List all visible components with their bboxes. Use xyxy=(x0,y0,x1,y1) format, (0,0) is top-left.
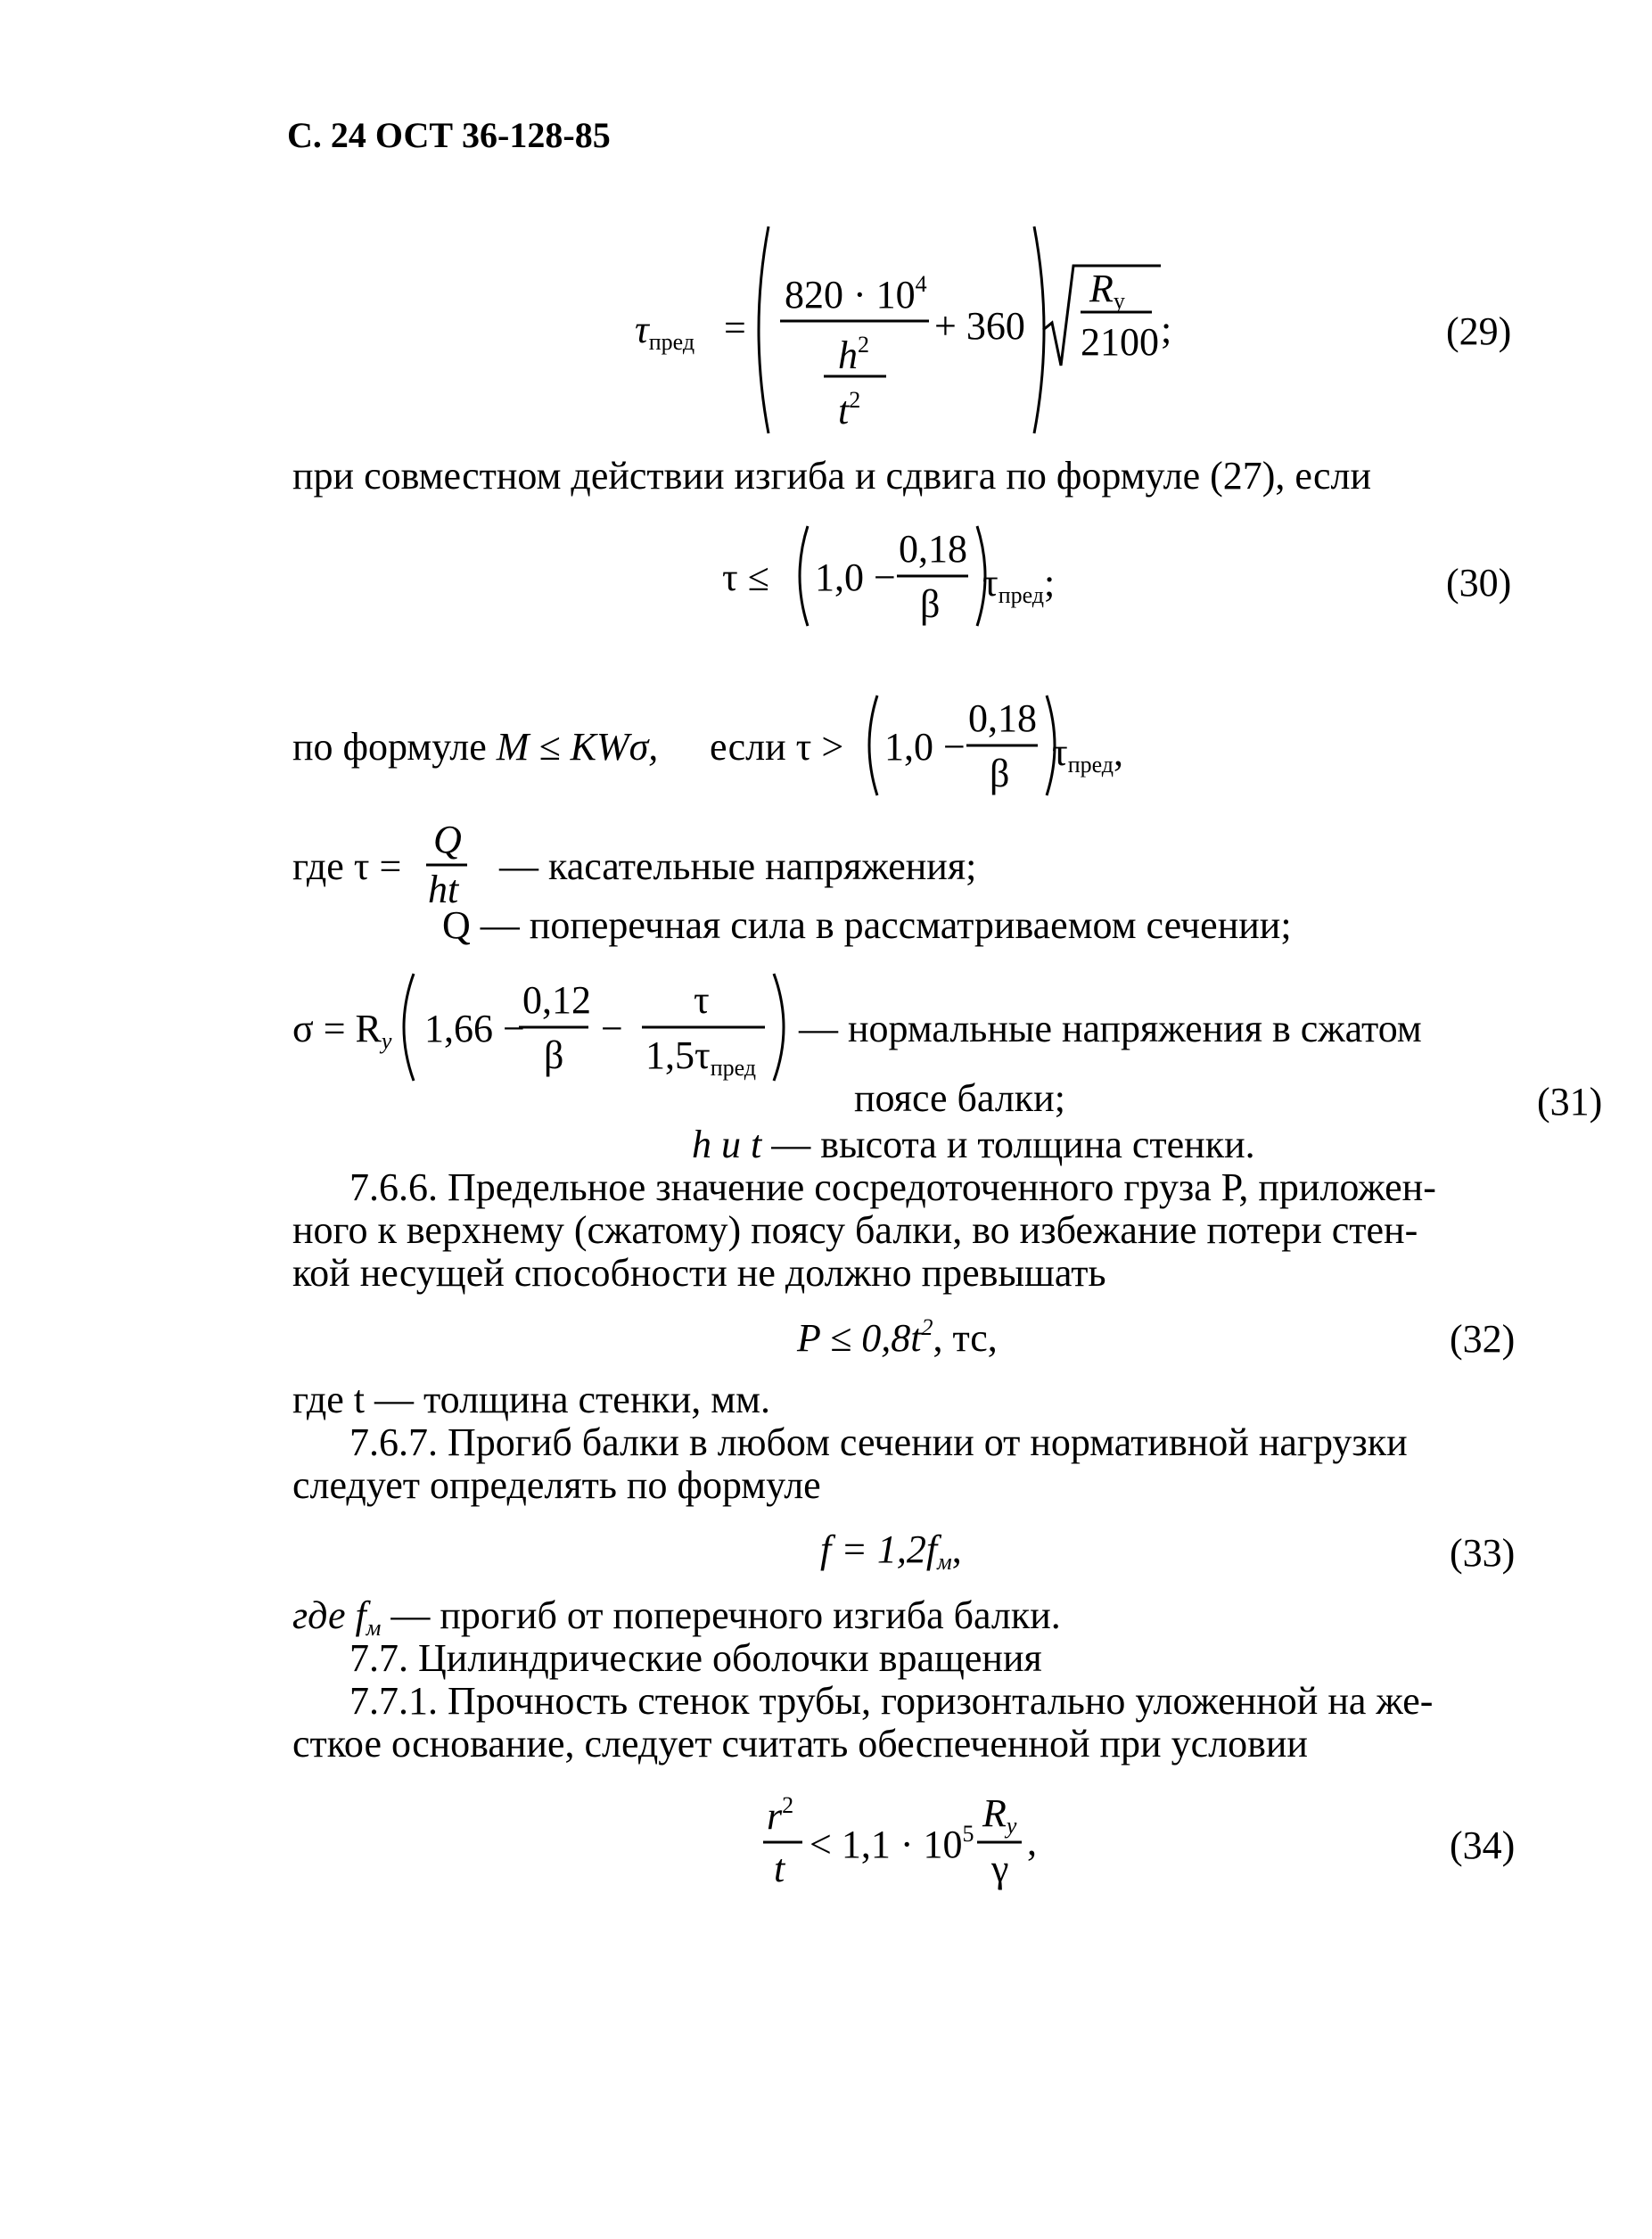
semicolon: ; xyxy=(1161,308,1172,351)
tau-description: — касательные напряжения; xyxy=(499,844,977,888)
para-767-line-1: 7.6.7. Прогиб балки в любом сечении от нормативной нагрузки xyxy=(349,1420,1408,1464)
left-paren xyxy=(404,974,414,1081)
equation-number-29: (29) xyxy=(1446,309,1512,353)
one-five-tau-pred: $1,5\tau_{пред}$ xyxy=(645,1033,757,1081)
eq32-formula: $P \le 0,8t^2$, тс, xyxy=(797,1314,998,1360)
num-012: 0,12 xyxy=(522,978,591,1022)
ht-den: ht xyxy=(428,868,459,911)
equation-number-33: (33) xyxy=(1450,1531,1516,1575)
page-header: С. 24 ОСТ 36-128-85 xyxy=(287,115,611,155)
sigma-R-y: $\sigma = R_y$ xyxy=(292,1007,392,1054)
num-018: 0,18 xyxy=(899,527,967,571)
cond-if: если τ > xyxy=(710,725,844,769)
one-minus: 1,0 − xyxy=(815,556,896,599)
sigma-description-cont: поясе балки; xyxy=(854,1076,1065,1120)
tau-pred-lhs: $\tau_{пред}$ xyxy=(635,308,695,355)
beta: β xyxy=(920,582,941,626)
equation-number-34: (34) xyxy=(1450,1823,1516,1867)
where-Q: Q — поперечная сила в рассматриваемом сечении; xyxy=(442,903,1292,947)
numerator-820: $820 \cdot 10^4$ xyxy=(785,271,927,317)
Q-num: Q xyxy=(433,818,462,861)
where-tau xyxy=(292,820,1541,910)
eq33-formula: $f = 1,2f_м$, xyxy=(820,1527,962,1575)
tau-pred: $\tau_{пред}$; xyxy=(982,561,1056,608)
left-paren xyxy=(759,226,768,433)
para-771-line-2: сткое основание, следует считать обеспеченной при условии xyxy=(292,1722,1308,1766)
section-77-title: 7.7. Цилиндрические оболочки вращения xyxy=(349,1636,1042,1680)
r-squared: $r^2$ xyxy=(767,1792,794,1838)
left-paren xyxy=(800,526,808,626)
equation-34 xyxy=(763,1785,1583,1901)
tau-num: τ xyxy=(694,978,710,1022)
R-y: $R_y$ xyxy=(982,1791,1017,1839)
tau-pred: $\tau_{пред}$, xyxy=(1052,730,1124,778)
equals-sign: = xyxy=(724,306,746,350)
minus: − xyxy=(601,1007,623,1050)
beta: β xyxy=(544,1033,564,1077)
gde-tau: где τ = xyxy=(292,844,402,888)
equation-30 xyxy=(722,523,1569,630)
para-771-line-1: 7.7.1. Прочность стенок трубы, горизонтально уложенной на же- xyxy=(349,1679,1434,1723)
cond-prefix: по формуле M ≤ KWσ, xyxy=(292,725,659,769)
one-sixty-six: 1,66 − xyxy=(424,1007,525,1050)
para-767-line-2: следует определять по формуле xyxy=(292,1463,821,1507)
t-squared: $t^2$ xyxy=(838,387,861,432)
t-den: t xyxy=(774,1847,785,1890)
where-h-t: h и t — высота и толщина стенки. xyxy=(692,1123,1255,1166)
equation-33 xyxy=(820,1527,1578,1584)
h-squared: $h^2$ xyxy=(838,332,869,377)
beta: β xyxy=(990,752,1010,795)
sigma-description: — нормальные напряжения в сжатом xyxy=(799,1007,1422,1050)
tau-leq: τ ≤ xyxy=(722,556,769,599)
text-bending-shear: при совместном действии изгиба и сдвига по формуле (27), если xyxy=(292,454,1372,498)
equation-29 xyxy=(635,223,1562,437)
less-than-value: < $1,1 \cdot 10^5$ xyxy=(810,1821,974,1866)
equation-number-32: (32) xyxy=(1450,1317,1516,1361)
equation-32 xyxy=(797,1316,1573,1370)
condition-line xyxy=(292,692,1273,799)
one-minus: 1,0 − xyxy=(884,725,966,769)
equation-31 xyxy=(292,970,1603,1131)
where-t-thickness: где t — толщина стенки, мм. xyxy=(292,1378,770,1421)
den-2100: 2100 xyxy=(1081,320,1159,364)
plus-360: + 360 xyxy=(934,304,1025,348)
comma: , xyxy=(1027,1820,1037,1864)
right-paren xyxy=(1034,226,1044,433)
equation-number-31: (31) xyxy=(1537,1080,1603,1124)
right-paren xyxy=(774,974,784,1081)
R-y: $R_y$ xyxy=(1089,267,1125,314)
para-766-line-1: 7.6.6. Предельное значение сосредоточенного груза P, приложен- xyxy=(349,1165,1436,1209)
para-766-line-3: кой несущей способности не должно превышать xyxy=(292,1251,1106,1295)
num-018: 0,18 xyxy=(968,696,1037,740)
gamma: γ xyxy=(991,1847,1009,1890)
left-paren xyxy=(869,696,877,795)
equation-number-30: (30) xyxy=(1446,561,1512,605)
where-f: где $f_м$ — прогиб от поперечного изгиба балки. xyxy=(292,1593,1061,1641)
para-766-line-2: ного к верхнему (сжатому) поясу балки, во избежание потери стен- xyxy=(292,1208,1418,1252)
